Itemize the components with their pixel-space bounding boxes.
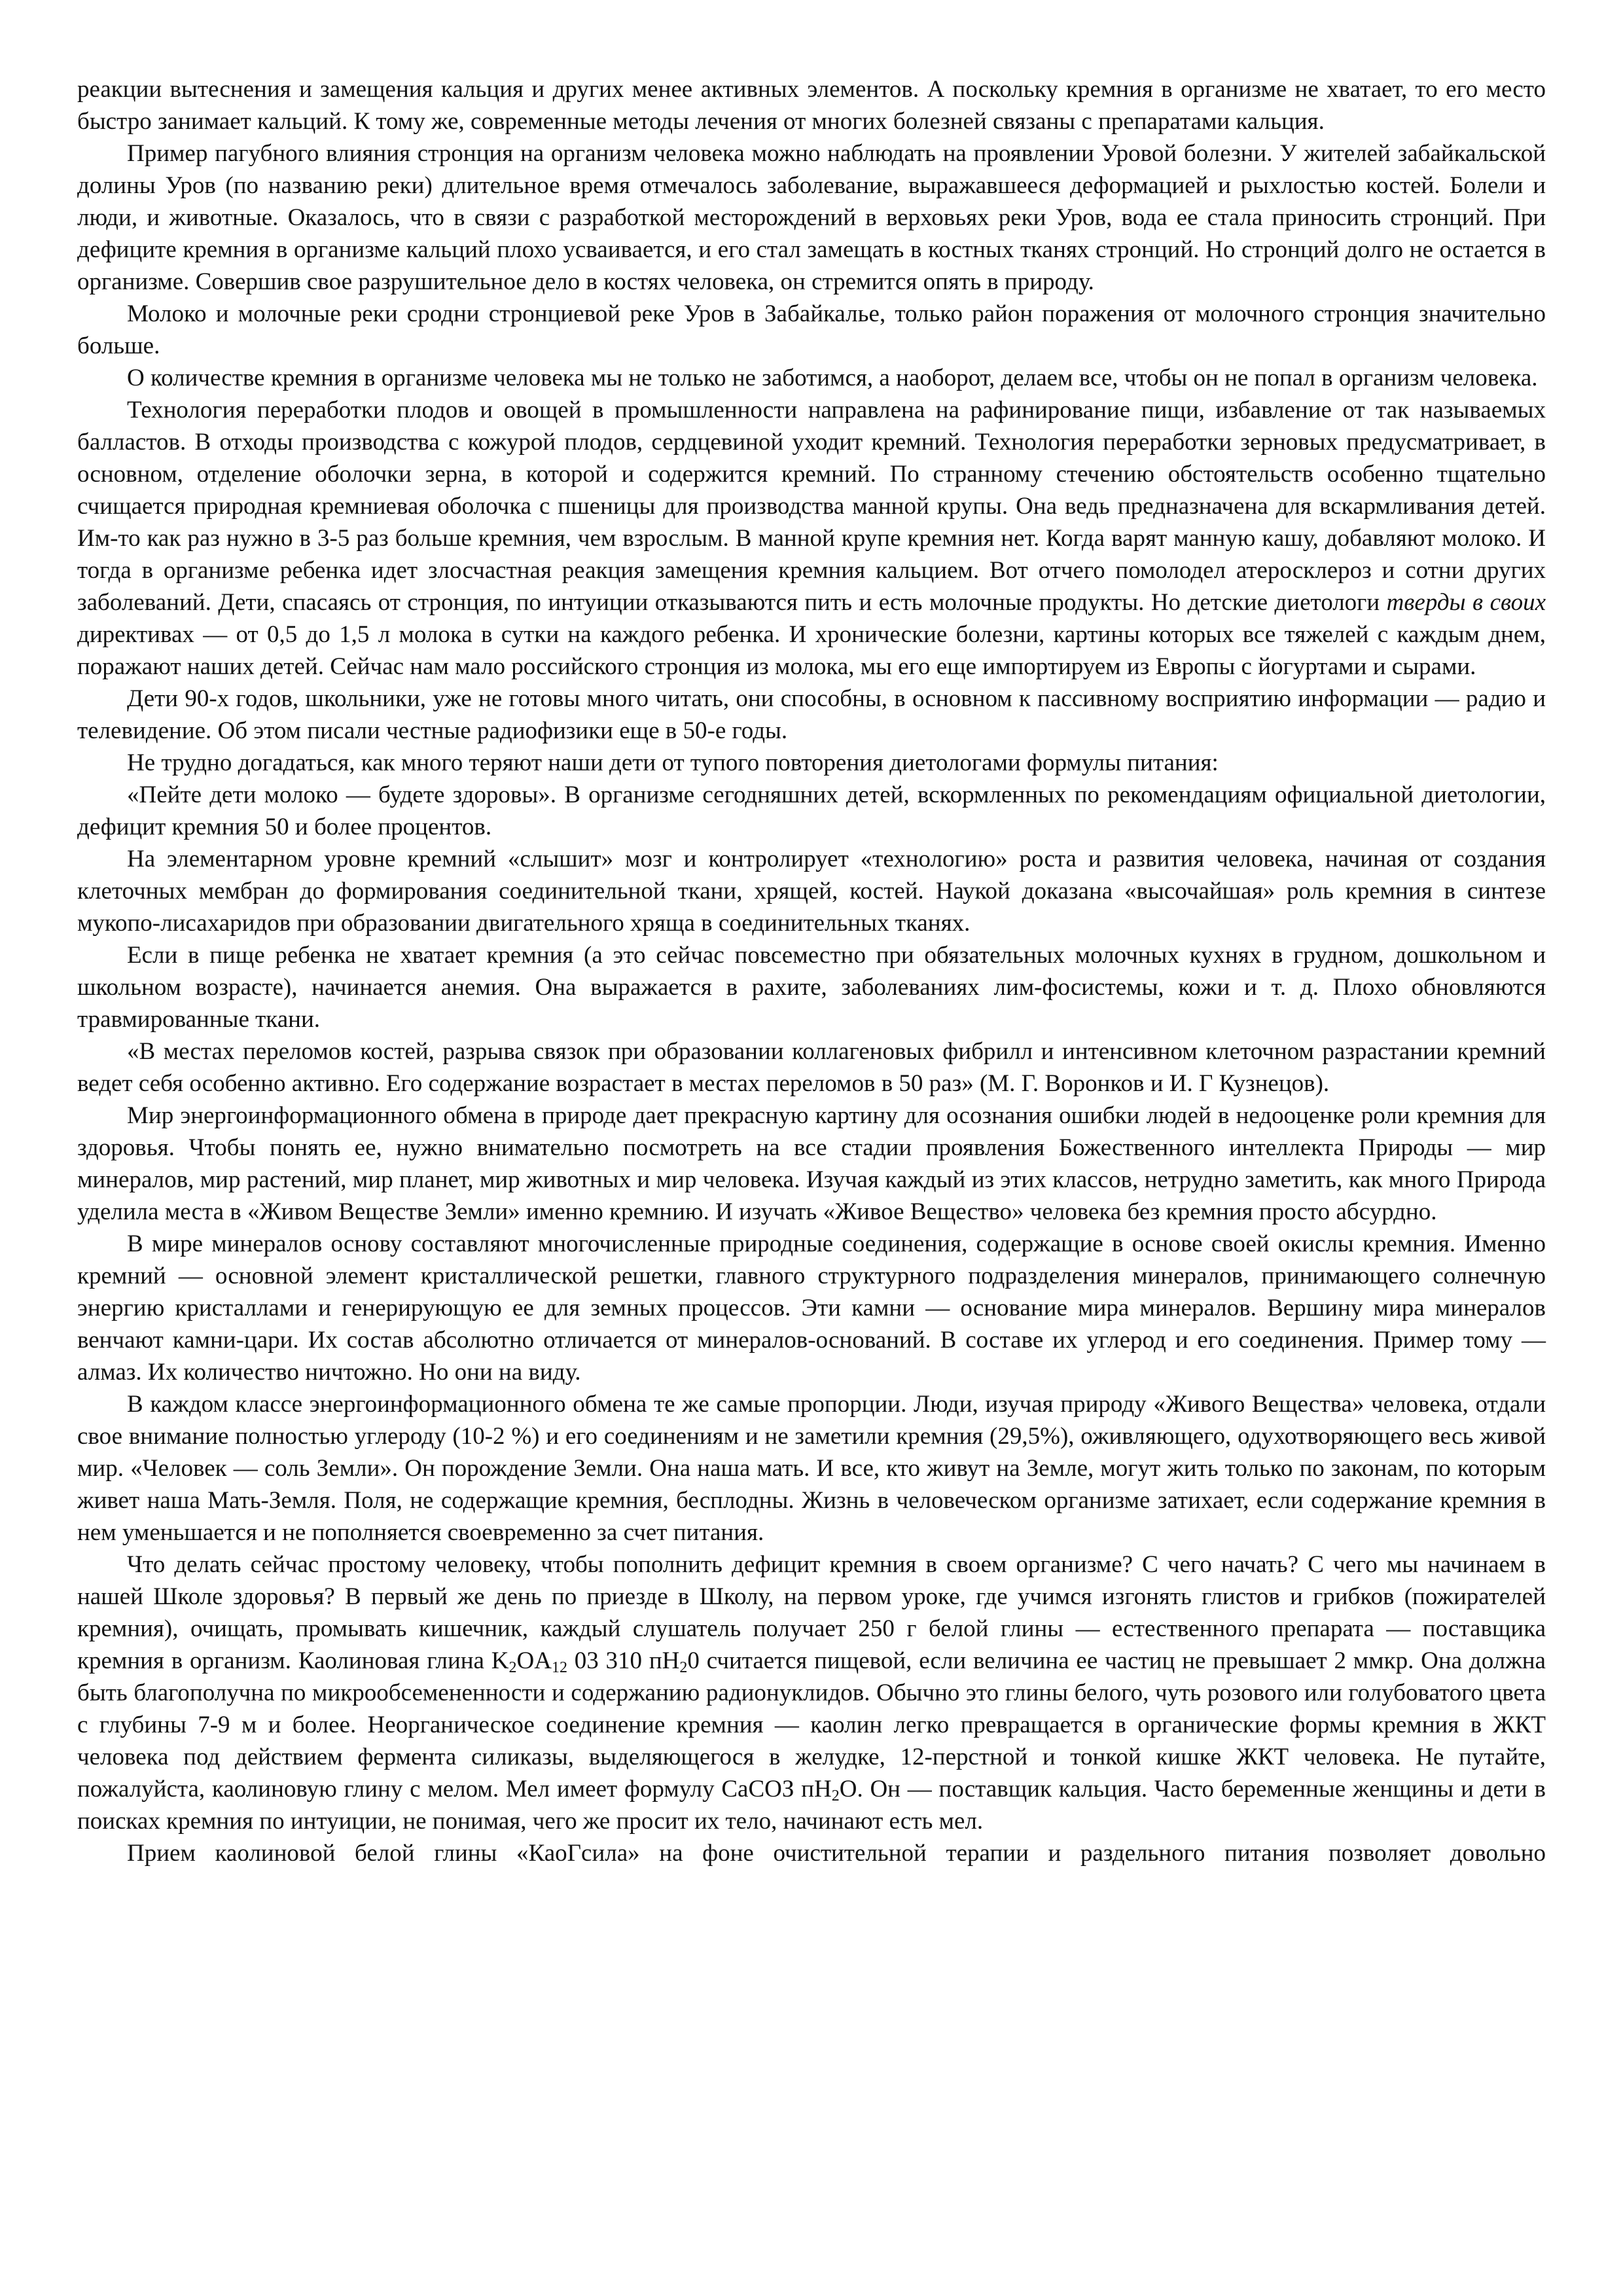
- paragraph-11: «В местах переломов костей, разрыва связок при образовании коллагеновых фибрилл и интенсивном клеточном разрастании кремний ведет себя особенно активно. Его содержание возрастает в местах переломов в 50 раз» (М. Г. Воронков и И. Г Кузнецов).: [77, 1038, 1546, 1097]
- paragraph-12: Мир энергоинформационного обмена в природе дает прекрасную картину для осознания ошибки людей в недооценке роли кремния для здоровья. Чтобы понять ее, нужно внимательно посмотреть на все стадии проявления Божественного интеллекта Природы — мир минералов, мир растений, мир планет, мир животных и мир человека. Изучая каждый из этих классов, нетрудно заметить, как много Природа уделила места в «Живом Веществе Земли» именно кремнию. И изучать «Живое Вещество» человека без кремния просто абсурдно.: [77, 1102, 1546, 1225]
- paragraph-15: [77, 1549, 1546, 1837]
- paragraph-8: «Пейте дети молоко — будете здоровы». В организме сегодняшних детей, вскормленных по рекомендациям официальной диетологии, дефицит кремния 50 и более процентов.: [77, 781, 1546, 840]
- paragraph-15-part: OA: [516, 1647, 552, 1674]
- paragraph-14: В каждом классе энергоинформационного обмена те же самые пропорции. Люди, изучая природу «Живого Вещества» человека, отдали свое внимание полностью углероду (10-2 %) и его соединениям и не заметили кремния (29,5%), оживляющего, одухотворяющего весь живой мир. «Человек — соль Земли». Он порождение Земли. Она наша мать. И все, кто живут на Земле, могут жить только по законам, по которым живет наша Мать-Земля. Поля, не содержащие кремния, бесплодны. Жизнь в человеческом организме затихает, если содержание кремния в нем уменьшается и не пополняется своевременно за счет питания.: [77, 1391, 1546, 1546]
- subscript: 2: [679, 1659, 688, 1676]
- paragraph-7: Не трудно догадаться, как много теряют наши дети от тупого повторения диетологами формулы питания:: [127, 749, 1219, 776]
- subscript: 2: [831, 1787, 840, 1804]
- paragraph-5-emphasis: тверды в своих: [1386, 589, 1546, 616]
- paragraph-10: Если в пище ребенка не хватает кремния (а это сейчас повсеместно при обязательных молочных кухнях в грудном, дошкольном и школьном возрасте), начинается анемия. Она выражается в рахите, заболеваниях лим-фосистемы, кожи и т. д. Плохо обновляются травмированные ткани.: [77, 942, 1546, 1033]
- paragraph-15-part: 0 считается пищевой, если величина ее частиц не превышает 2 ммкр. Она должна быть благополучна по микрообсемененности и содержанию радионуклидов. Обычно это глины белого, чуть розового или голубоватого цвета с глубины 7-9 м и более. Неорганическое соединение кремния — каолин легко превращается в органические формы кремния в ЖКТ человека под действием фермента силиказы, выделяющегося в желудке, 12-перстной и тонкой кишке ЖКТ человека. Не путайте, пожалуйста, каолиновую глину с мелом. Мел имеет формулу СаСОЗ пH: [77, 1647, 1546, 1803]
- paragraph-15-part: 03 310 пH: [567, 1647, 680, 1674]
- paragraph-15-after: O. Он — поставщик кальция. Часто беременные женщины и дети в поисках кремния по интуиции, не понимая, чего же просит их тело, начинают есть мел.: [77, 1776, 1546, 1835]
- paragraph-5: [77, 394, 1546, 683]
- paragraph-6: Дети 90-х годов, школьники, уже не готовы много читать, они способны, в основном к пассивному восприятию информации — радио и телевидение. Об этом писали честные радиофизики еще в 50-е годы.: [77, 685, 1546, 744]
- paragraph-3: Молоко и молочные реки сродни стронциевой реке Уров в Забайкалье, только район поражения от молочного стронция значительно больше.: [77, 300, 1546, 359]
- paragraph-15-before: Что делать сейчас простому человеку, чтобы пополнить дефицит кремния в своем организме? С чего начать? С чего мы начинаем в нашей Школе здоровья? В первый же день по приезде в Школу, на первом уроке, где учимся изгонять глистов и грибков (пожирателей кремния), очищать, промывать кишечник, каждый слушатель получает 250 г белой глины — естественного препарата — поставщика кремния в организм. Каолиновая глина K: [77, 1551, 1546, 1674]
- paragraph-5-after: директивах — от 0,5 до 1,5 л молока в сутки на каждого ребенка. И хронические болезни, картины которых все тяжелей с каждым днем, поражают наших детей. Сейчас нам мало российского стронция из молока, мы его еще импортируем из Европы с йогуртами и сырами.: [77, 621, 1546, 680]
- paragraph-13: В мире минералов основу составляют многочисленные природные соединения, содержащие в основе своей окислы кремния. Именно кремний — основной элемент кристаллической решетки, главного структурного подразделения минералов, принимающего солнечную энергию кристаллами и генерирующую ее для земных процессов. Эти камни — основание мира минералов. Вершину мира минералов венчают камни-цари. Их состав абсолютно отличается от минералов-оснований. В составе их углерод и его соединения. Пример тому — алмаз. Их количество ничтожно. Но они на виду.: [77, 1230, 1546, 1386]
- paragraph-5-before: Технология переработки плодов и овощей в промышленности направлена на рафинирование пищи, избавление от так называемых балластов. В отходы производства с кожурой плодов, сердцевиной уходит кремний. Технология переработки зерновых предусматривает, в основном, отделение оболочки зерна, в которой и содержится кремний. По странному стечению обстоятельств особенно тщательно счищается природная кремниевая оболочка с пшеницы для производства манной крупы. Она ведь предназначена для вскармливания детей. Им-то как раз нужно в 3-5 раз больше кремния, чем взрослым. В манной крупе кремния нет. Когда варят манную кашу, добавляют молоко. И тогда в организме ребенка идет злосчастная реакция замещения кремния кальцием. Вот отчего помолодел атеросклероз и сотни других заболеваний. Дети, спасаясь от стронция, по интуиции отказываются пить и есть молочные продукты. Но детские диетологи: [77, 397, 1546, 616]
- paragraph-16: Прием каолиновой белой глины «КаоГсила» на фоне очистительной терапии и раздельного питания позволяет довольно: [127, 1840, 1546, 1867]
- subscript: 2: [508, 1659, 517, 1676]
- paragraph-9: На элементарном уровне кремний «слышит» мозг и контролирует «технологию» роста и развития человека, начиная от создания клеточных мембран до формирования соединительной ткани, хрящей, костей. Наукой доказана «высочайшая» роль кремния в синтезе мукопо-лисахаридов при образовании двигательного хряща в соединительных тканях.: [77, 846, 1546, 937]
- subscript: 12: [551, 1659, 567, 1676]
- paragraph-1: реакции вытеснения и замещения кальция и других менее активных элементов. А поскольку кремния в организме не хватает, то его место быстро занимает кальций. К тому же, современные методы лечения от многих болезней связаны с препаратами кальция.: [77, 76, 1546, 135]
- paragraph-4: О количестве кремния в организме человека мы не только не заботимся, а наоборот, делаем все, чтобы он не попал в организм человека.: [127, 365, 1538, 391]
- paragraph-2: Пример пагубного влияния стронция на организм человека можно наблюдать на проявлении Уровой болезни. У жителей забайкальской долины Уров (по названию реки) длительное время отмечалось заболевание, выражавшееся деформацией и рыхлостью костей. Болели и люди, и животные. Оказалось, что в связи с разработкой месторождений в верховьях реки Уров, вода ее стала приносить стронций. При дефиците кремния в организме кальций плохо усваивается, и его стал замещать в костных тканях стронций. Но стронций долго не остается в организме. Совершив свое разрушительное дело в костях человека, он стремится опять в природу.: [77, 140, 1546, 295]
